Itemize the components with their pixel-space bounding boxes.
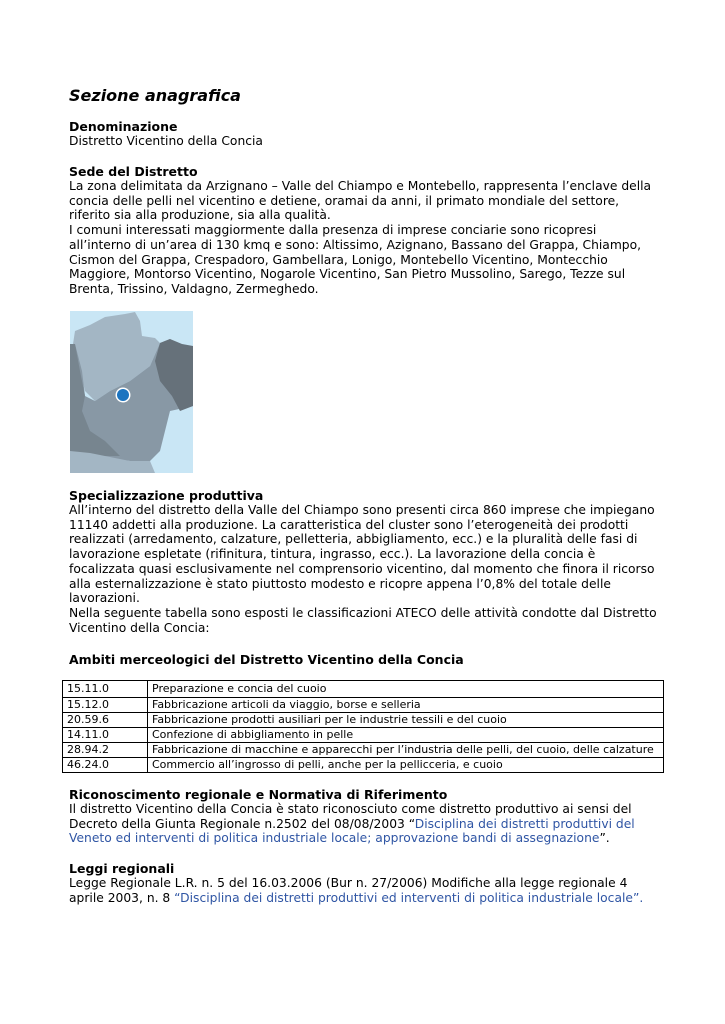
text-line: all’interno di un’area di 130 kmq e sono: Altissimo, Azignano, Bassano del Grappa, Chiampo, — [69, 237, 642, 252]
ateco-description: Fabbricazione articoli da viaggio, borse e selleria — [148, 698, 664, 713]
text-line: alla esternalizzazione è stato piuttosto modesto e ricopre appena l’0,8% del totale delle — [69, 576, 611, 591]
ateco-table — [62, 680, 664, 773]
table-row — [63, 698, 664, 713]
section-denominazione — [69, 119, 263, 149]
text: ”. — [599, 831, 610, 846]
text-line: Maggiore, Montorso Vicentino, Nogarole Vicentino, San Pietro Mussolino, Sarego, Tezze sul — [69, 267, 626, 282]
text-line: lavorazione espletate (rifinitura, tintura, ingrasso, ecc.). La lavorazione della concia è — [69, 547, 596, 562]
section-sede — [69, 164, 651, 297]
text-line — [69, 891, 643, 906]
text-line — [69, 817, 635, 832]
text-line: I comuni interessati maggiormente dalla presenza di imprese conciarie sono ricopresi — [69, 223, 597, 238]
ateco-description: Fabbricazione di macchine e apparecchi per l’industria delle pelli, del cuoio, delle calzature — [148, 743, 664, 758]
text-line: Brenta, Trissino, Valdagno, Zermeghedo. — [69, 281, 319, 296]
table-row — [63, 728, 664, 743]
decree-link[interactable]: Disciplina dei distretti produttivi del — [414, 816, 635, 831]
ateco-description: Fabbricazione prodotti ausiliari per le industrie tessili e del cuoio — [148, 713, 664, 728]
text: Decreto della Giunta Regionale n.2502 del 08/08/2003 “ — [69, 816, 415, 831]
table-row — [63, 681, 664, 698]
text-line: 11140 addetti alla produzione. La caratteristica del cluster sono l’eterogeneità dei prodotti — [69, 517, 629, 532]
heading: Specializzazione produttiva — [69, 488, 264, 503]
ateco-code: 20.59.6 — [63, 713, 148, 728]
text-line: Legge Regionale L.R. n. 5 del 16.03.2006 (Bur n. 27/2006) Modifiche alla legge regionale 4 — [69, 876, 628, 890]
ateco-description: Confezione di abbigliamento in pelle — [148, 728, 664, 743]
text-line: riferito sia alla produzione, sia alla qualità. — [69, 208, 331, 223]
table-row — [63, 713, 664, 728]
text-line: Il distretto Vicentino della Concia è stato riconosciuto come distretto produttivo ai sensi del — [69, 802, 632, 816]
text-line: Vicentino della Concia: — [69, 620, 210, 635]
ateco-code: 14.11.0 — [63, 728, 148, 743]
table-row — [63, 758, 664, 773]
text-line: Nella seguente tabella sono esposti le classificazioni ATECO delle attività condotte dal Distretto — [69, 605, 657, 620]
section-riconoscimento — [69, 787, 635, 846]
location-marker-icon — [117, 389, 129, 401]
text-line: concia delle pelli nel vicentino e detiene, oramai da anni, il primato mondiale del settore, — [69, 193, 620, 208]
text-line: realizzati (arredamento, calzature, pelletteria, abbigliamento, ecc.) e la pluralità delle fasi di — [69, 532, 638, 547]
section-leggi — [69, 861, 643, 905]
law-link[interactable]: “Disciplina dei distretti produttivi ed interventi di politica industriale locale”. — [174, 890, 644, 905]
text-line: lavorazioni. — [69, 591, 140, 606]
ateco-code: 15.12.0 — [63, 698, 148, 713]
ateco-description: Commercio all’ingrosso di pelli, anche per la pellicceria, e cuoio — [148, 758, 664, 773]
text: aprile 2003, n. 8 — [69, 890, 175, 905]
table-heading: Ambiti merceologici del Distretto Vicentino della Concia — [69, 652, 464, 667]
text-line: Cismon del Grappa, Crespadoro, Gambellara, Lonigo, Montebello Vicentino, Montecchio — [69, 252, 608, 267]
ateco-description: Preparazione e concia del cuoio — [148, 681, 664, 698]
heading: Sede del Distretto — [69, 164, 198, 179]
ateco-code: 15.11.0 — [63, 681, 148, 698]
value: Distretto Vicentino della Concia — [69, 134, 263, 148]
decree-link[interactable]: Veneto ed interventi di politica industriale locale; approvazione bandi di assegnazione — [69, 831, 600, 846]
text-line: La zona delimitata da Arzignano – Valle del Chiampo e Montebello, rappresenta l’enclave della — [69, 179, 652, 193]
page-title: Sezione anagrafica — [69, 86, 241, 105]
table-row — [63, 743, 664, 758]
ateco-code: 46.24.0 — [63, 758, 148, 773]
heading: Leggi regionali — [69, 861, 175, 876]
text-line: focalizzata quasi esclusivamente nel comprensorio vicentino, dal momento che finora il ricorso — [69, 561, 655, 576]
section-specializzazione — [69, 488, 657, 635]
heading: Denominazione — [69, 119, 178, 134]
text-line — [69, 831, 635, 846]
district-map-image — [70, 311, 193, 473]
heading: Riconoscimento regionale e Normativa di Riferimento — [69, 787, 448, 802]
ateco-code: 28.94.2 — [63, 743, 148, 758]
text-line: All’interno del distretto della Valle del Chiampo sono presenti circa 860 imprese che impiegano — [69, 503, 655, 517]
